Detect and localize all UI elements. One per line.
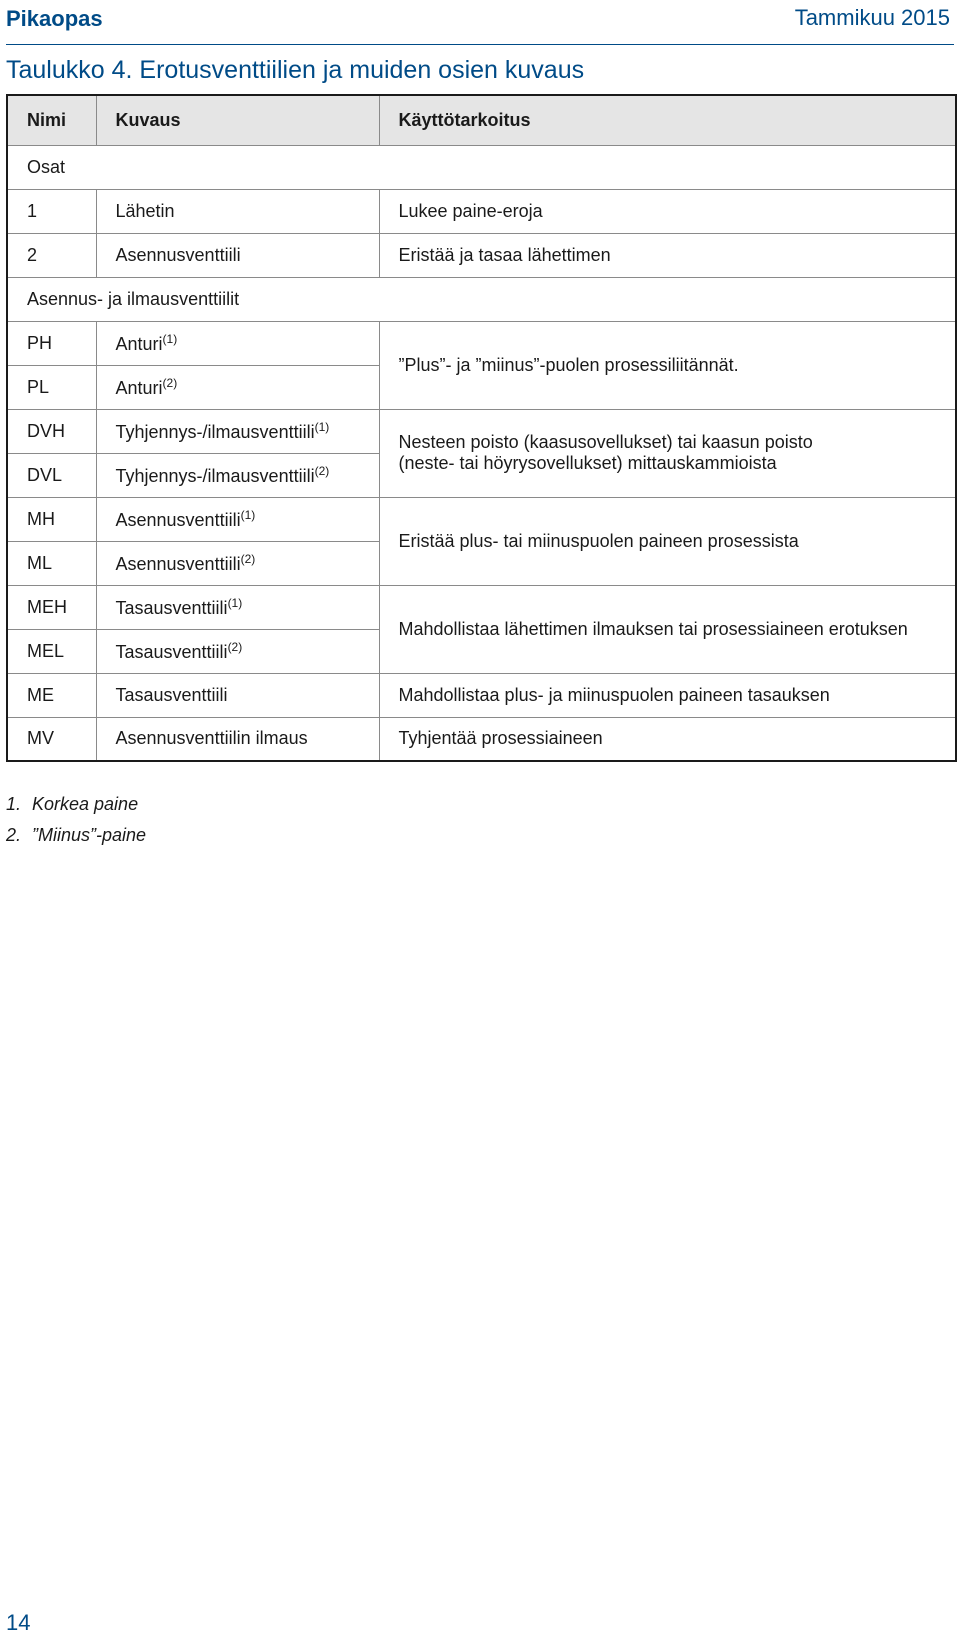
row-purpose: Lukee paine-eroja — [379, 189, 956, 233]
row-purpose: Eristää ja tasaa lähettimen — [379, 233, 956, 277]
table-header-row — [7, 95, 956, 145]
row-name: MEH — [7, 585, 96, 629]
table-row — [7, 321, 956, 365]
table-row — [7, 673, 956, 717]
row-name: MV — [7, 717, 96, 761]
row-purpose: Tyhjentää prosessiaineen — [379, 717, 956, 761]
row-purpose: ”Plus”- ja ”miinus”-puolen prosessiliitännät. — [379, 321, 956, 409]
header-section-title: Pikaopas — [6, 6, 103, 31]
row-name: PH — [7, 321, 96, 365]
group-label-valves: Asennus- ja ilmausventtiilit — [7, 277, 956, 321]
table-title: Taulukko 4. Erotusventtiilien ja muiden osien kuvaus — [6, 56, 585, 84]
table-row — [7, 585, 956, 629]
group-label-parts: Osat — [7, 145, 956, 189]
footnote-ref: (2) — [162, 375, 178, 390]
row-description: Anturi$^{(1)}$ — [96, 321, 379, 365]
footnote: 1. Korkea paine — [6, 794, 139, 814]
footnote-ref: (2) — [227, 639, 243, 654]
row-purpose: Eristää plus- tai miinuspuolen paineen prosessista — [379, 497, 956, 585]
footnote-ref: (1) — [227, 595, 243, 610]
table-row — [7, 409, 956, 453]
valve-parts-table — [6, 94, 957, 762]
column-header-purpose: Käyttötarkoitus — [379, 95, 956, 145]
table-row — [7, 717, 956, 761]
row-description: Tasausventtiili — [96, 673, 379, 717]
row-name: ML — [7, 541, 96, 585]
row-description: Tasausventtiili$^{(1)}$ — [96, 585, 379, 629]
row-description: Asennusventtiili$^{(2)}$ — [96, 541, 379, 585]
group-row-parts — [7, 145, 956, 189]
row-description: Tyhjennys-/ilmausventtiili$^{(1)}$ — [96, 409, 379, 453]
footnote-ref: (1) — [162, 331, 178, 346]
row-name: MH — [7, 497, 96, 541]
row-description: Tasausventtiili$^{(2)}$ — [96, 629, 379, 673]
column-header-name: Nimi — [7, 95, 96, 145]
footnote: 2. ”Miinus”-paine — [6, 825, 147, 845]
footnote-ref: (2) — [240, 551, 256, 566]
row-name: 1 — [7, 189, 96, 233]
row-purpose: Mahdollistaa lähettimen ilmauksen tai prosessiaineen erotuksen — [379, 585, 956, 673]
footnote-ref: (1) — [240, 507, 256, 522]
footnote-ref: (1) — [314, 419, 330, 434]
row-description: Lähetin — [96, 189, 379, 233]
footnote-ref: (2) — [314, 463, 330, 478]
header-divider — [6, 44, 954, 45]
row-purpose: Mahdollistaa plus- ja miinuspuolen paineen tasauksen — [379, 673, 956, 717]
row-description: Anturi$^{(2)}$ — [96, 365, 379, 409]
row-description: Asennusventtiilin ilmaus — [96, 717, 379, 761]
row-name: DVH — [7, 409, 96, 453]
group-row-valves — [7, 277, 956, 321]
row-name: MEL — [7, 629, 96, 673]
header-date: Tammikuu 2015 — [794, 5, 950, 30]
table-row — [7, 497, 956, 541]
row-purpose: Nesteen poisto (kaasusovellukset) tai kaasun poisto (neste- tai höyrysovellukset) mittauskammioista — [379, 409, 956, 497]
table-row — [7, 233, 956, 277]
row-description: Asennusventtiili — [96, 233, 379, 277]
row-name: DVL — [7, 453, 96, 497]
page-number: 14 — [6, 1610, 31, 1635]
column-header-description: Kuvaus — [96, 95, 379, 145]
row-name: PL — [7, 365, 96, 409]
footnotes — [6, 789, 146, 851]
row-description: Asennusventtiili$^{(1)}$ — [96, 497, 379, 541]
row-name: ME — [7, 673, 96, 717]
row-name: 2 — [7, 233, 96, 277]
table-row — [7, 189, 956, 233]
row-description: Tyhjennys-/ilmausventtiili$^{(2)}$ — [96, 453, 379, 497]
